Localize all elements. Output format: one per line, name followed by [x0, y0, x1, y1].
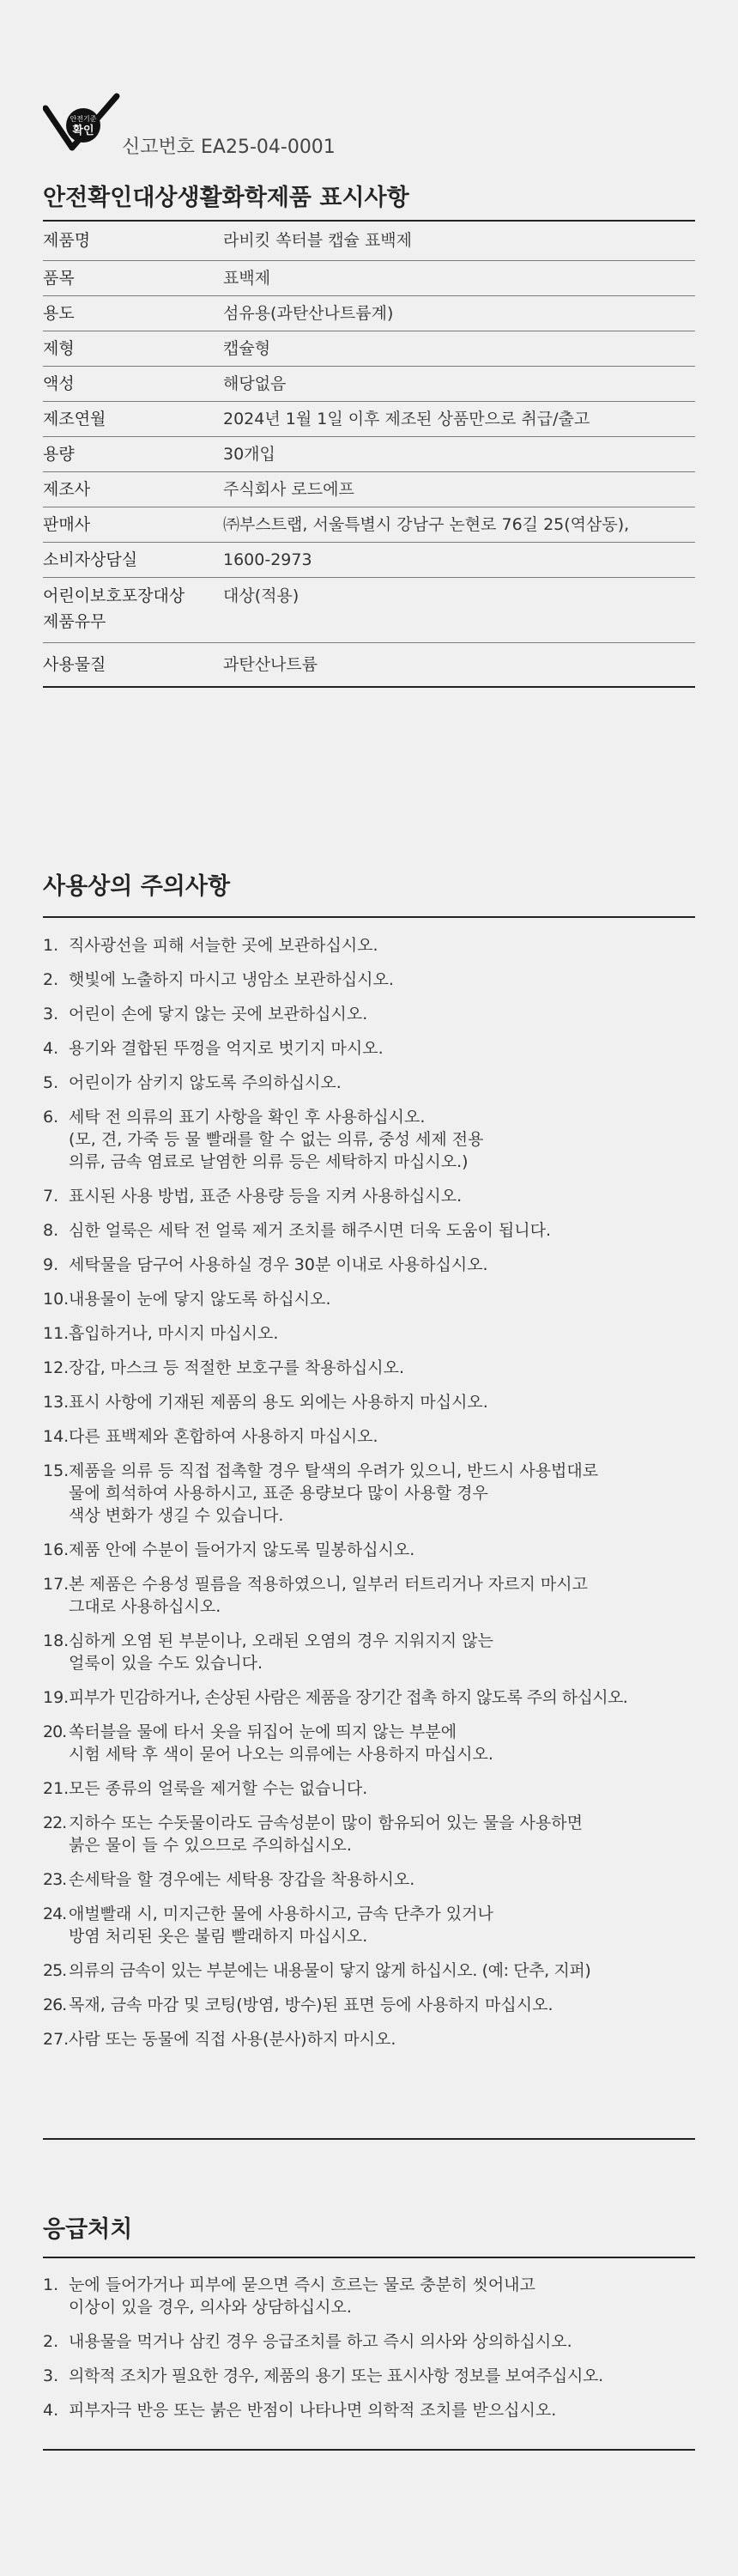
firstaid-bottom-divider — [43, 2449, 695, 2451]
caution-item: 16. 제품 안에 수분이 들어가지 않도록 밀봉하십시오. — [43, 1540, 415, 1559]
caution-item: 2. 햇빛에 노출하지 마시고 냉암소 보관하십시오. — [43, 970, 394, 989]
row-value: 캡슐형 — [223, 338, 271, 358]
firstaid-top-divider — [43, 2257, 695, 2258]
firstaid-item: 2. 내용물을 먹거나 삼킨 경우 응급조치를 하고 즉시 의사와 상의하십시오. — [43, 2332, 572, 2351]
firstaid-item: 3. 의학적 조치가 필요한 경우, 제품의 용기 또는 표시사항 정보를 보여주십시오. — [43, 2366, 603, 2385]
caution-item: 26. 목재, 금속 마감 및 코팅(방염, 방수)된 표면 등에 사용하지 마십시오. — [43, 1996, 554, 2014]
cert-mark-label-bottom: 확인 — [72, 125, 94, 137]
caution-item: 14. 다른 표백제와 혼합하여 사용하지 마십시오. — [43, 1427, 378, 1446]
caution-list — [43, 934, 695, 2063]
caution-item: 18. 심하게 오염 된 부분이나, 오래된 오염의 경우 지워지지 않는 얼룩이 있을 수도 있습니다. — [43, 1631, 493, 1673]
caution-item: 27. 사람 또는 동물에 직접 사용(분사)하지 마시오. — [43, 2030, 396, 2049]
row-key: 용량 — [43, 444, 75, 464]
caution-item: 21. 모든 종류의 얼룩을 제거할 수는 없습니다. — [43, 1779, 368, 1798]
row-key: 판매사 — [43, 514, 91, 534]
cert-mark-label-top: 안전기준 — [70, 115, 97, 123]
caution-item: 22. 지하수 또는 수돗물이라도 금속성분이 많이 함유되어 있는 물을 사용하면 붉은 물이 들 수 있으므로 주의하십시오. — [43, 1814, 583, 1855]
caution-item: 9. 세탁물을 담구어 사용하실 경우 30분 이내로 사용하십시오. — [43, 1255, 488, 1274]
caution-section-title: 사용상의 주의사항 — [43, 873, 231, 900]
row-key: 어린이보호포장대상 제품유무 — [43, 586, 185, 631]
row-key: 제조사 — [43, 479, 91, 499]
safety-check-mark-icon — [43, 91, 122, 160]
table-row — [43, 331, 695, 366]
row-value: 라비킷 쏙터블 캡슐 표백제 — [223, 231, 413, 251]
row-key: 사용물질 — [43, 654, 106, 674]
label-section-title: 안전확인대상생활화학제품 표시사항 — [43, 185, 409, 211]
row-value: 과탄산나트륨 — [223, 654, 318, 674]
firstaid-item: 1. 눈에 들어가거나 피부에 묻으면 즉시 흐르는 물로 충분히 씻어내고 이상이 있을 경우, 의사와 상담하십시오. — [43, 2275, 535, 2317]
caution-item: 24. 애벌빨래 시, 미지근한 물에 사용하시고, 금속 단추가 있거나 방염 처리된 옷은 불림 빨래하지 마십시오. — [43, 1905, 493, 1946]
caution-item: 15. 제품을 의류 등 직접 접촉할 경우 탈색의 우려가 있으니, 반드시 사용법대로 물에 희석하여 사용하시고, 표준 용량보다 많이 사용할 경우 색상 변화가 생길 수 있습니다. — [43, 1461, 599, 1525]
caution-item: 3. 어린이 손에 닿지 않는 곳에 보관하십시오. — [43, 1005, 368, 1024]
caution-bottom-divider — [43, 2138, 695, 2140]
caution-item: 5. 어린이가 삼키지 않도록 주의하십시오. — [43, 1073, 342, 1092]
table-row — [43, 260, 695, 295]
caution-item: 4. 용기와 결합된 뚜껑을 억지로 벗기지 마시오. — [43, 1039, 384, 1058]
row-value: 1600-2973 — [223, 550, 312, 569]
table-row — [43, 366, 695, 401]
table-row — [43, 295, 695, 331]
row-key: 품목 — [43, 268, 75, 288]
row-value: 2024년 1월 1일 이후 제조된 상품만으로 취급/출고 — [223, 409, 590, 428]
caution-item: 10. 내용물이 눈에 닿지 않도록 하십시오. — [43, 1290, 331, 1309]
caution-item: 7. 표시된 사용 방법, 표준 사용량 등을 지켜 사용하십시오. — [43, 1187, 463, 1206]
caution-item: 19. 피부가 민감하거나, 손상된 사람은 제품을 장기간 접촉 하지 않도록 주의 하십시오. — [43, 1688, 628, 1707]
caution-item: 11. 흡입하거나, 마시지 마십시오. — [43, 1324, 279, 1343]
table-row — [43, 221, 695, 260]
row-key: 액성 — [43, 374, 75, 393]
row-value: 해당없음 — [223, 374, 287, 393]
row-value: 섬유용(과탄산나트륨계) — [223, 303, 394, 323]
row-key: 소비자상담실 — [43, 550, 138, 569]
row-value: 대상(적용) — [223, 586, 299, 605]
row-key: 제형 — [43, 338, 75, 358]
caution-item: 23. 손세탁을 할 경우에는 세탁용 장갑을 착용하시오. — [43, 1870, 415, 1889]
row-key: 용도 — [43, 303, 75, 323]
report-number: 신고번호 EA25-04-0001 — [122, 137, 336, 158]
table-row — [43, 401, 695, 436]
firstaid-section-title: 응급처치 — [43, 2216, 133, 2243]
row-value: ㈜부스트랩, 서울특별시 강남구 논현로 76길 25(역삼동), — [223, 514, 630, 534]
table-row — [43, 577, 695, 642]
caution-item: 25. 의류의 금속이 있는 부분에는 내용물이 닿지 않게 하십시오. (예: 단추, 지퍼) — [43, 1961, 591, 1980]
table-row — [43, 436, 695, 471]
caution-item: 6. 세탁 전 의류의 표기 사항을 확인 후 사용하십시오. (모, 견, 가죽 등 물 빨래를 할 수 없는 의류, 중성 세제 전용 의류, 금속 염료로 날염한 의류 등은 세탁하지 마십시오.) — [43, 1108, 484, 1171]
firstaid-list — [43, 2274, 695, 2433]
caution-top-divider — [43, 916, 695, 918]
caution-item: 13. 표시 사항에 기재된 제품의 용도 외에는 사용하지 마십시오. — [43, 1393, 488, 1412]
table-row — [43, 542, 695, 577]
product-info-table — [43, 220, 695, 688]
certification-block — [43, 91, 695, 160]
caution-item: 1. 직사광선을 피해 서늘한 곳에 보관하십시오. — [43, 936, 378, 955]
row-value: 30개입 — [223, 444, 275, 464]
table-row — [43, 471, 695, 507]
caution-item: 12. 장갑, 마스크 등 적절한 보호구를 착용하십시오. — [43, 1358, 405, 1377]
firstaid-item: 4. 피부자극 반응 또는 붉은 반점이 나타나면 의학적 조치를 받으십시오. — [43, 2401, 557, 2420]
row-value: 표백제 — [223, 268, 271, 288]
caution-item: 8. 심한 얼룩은 세탁 전 얼룩 제거 조치를 해주시면 더욱 도움이 됩니다. — [43, 1221, 551, 1240]
row-key: 제조연월 — [43, 409, 106, 428]
row-value: 주식회사 로드에프 — [223, 479, 354, 499]
table-row — [43, 507, 695, 542]
table-row — [43, 642, 695, 687]
row-key: 제품명 — [43, 231, 91, 251]
caution-item: 20. 쏙터블을 물에 타서 옷을 뒤집어 눈에 띄지 않는 부분에 시험 세탁 후 색이 묻어 나오는 의류에는 사용하지 마십시오. — [43, 1722, 493, 1764]
caution-item: 17. 본 제품은 수용성 필름을 적용하였으니, 일부러 터트리거나 자르지 마시고 그대로 사용하십시오. — [43, 1575, 588, 1616]
